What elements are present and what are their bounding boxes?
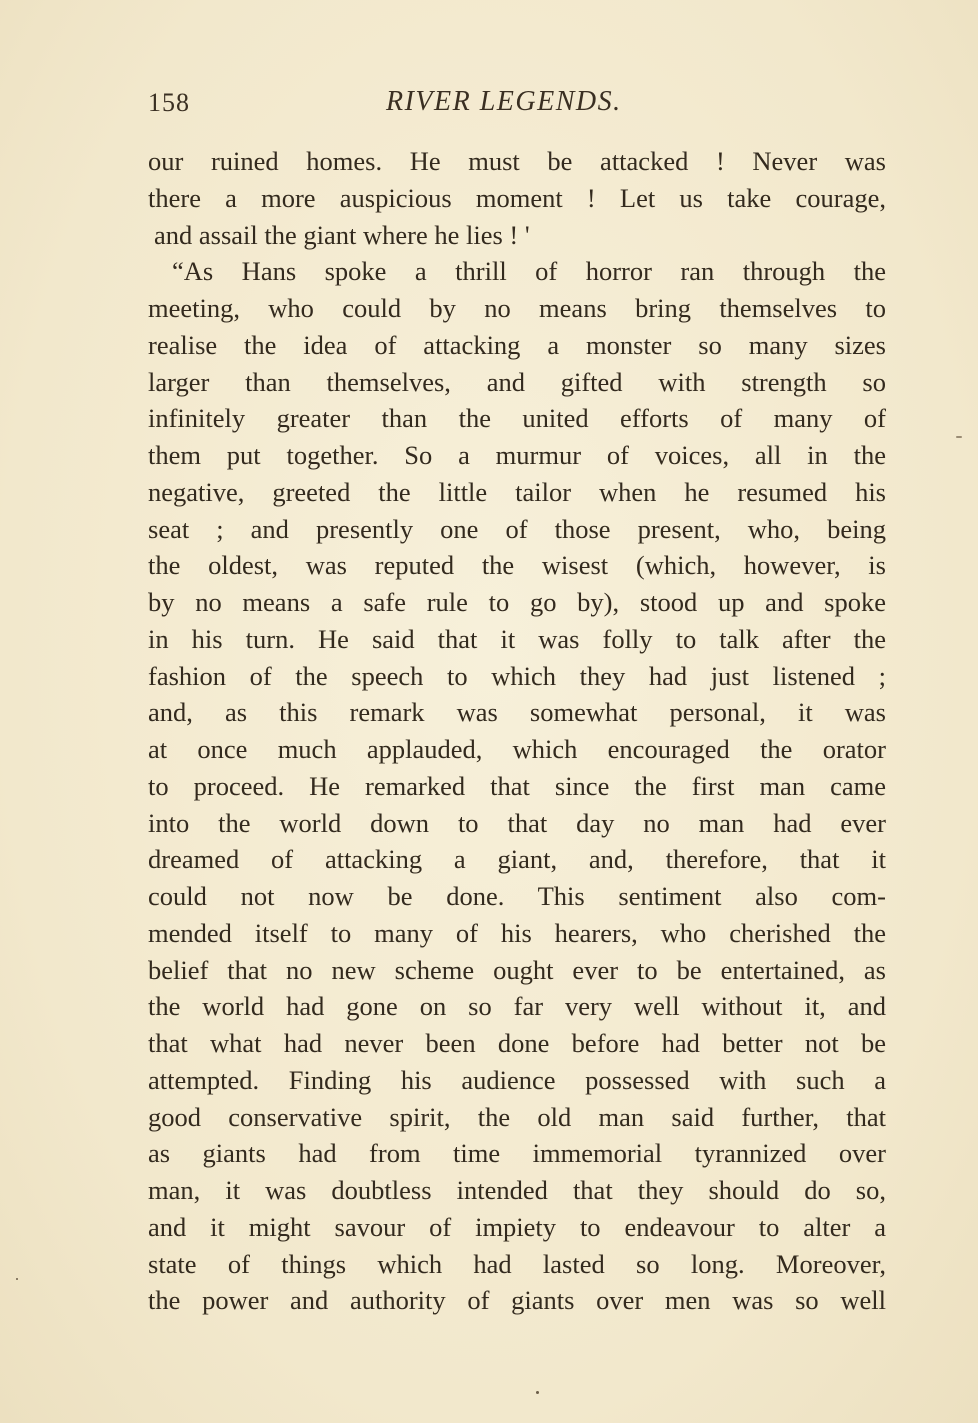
paper-speck bbox=[16, 1278, 18, 1280]
text-line: the world had gone on so far very well without it, and bbox=[148, 991, 886, 1022]
text-line: and it might savour of impiety to endeavour to alter a bbox=[148, 1211, 886, 1242]
text-line: in his turn. He said that it was folly to talk after the bbox=[148, 623, 886, 654]
body-text bbox=[148, 143, 886, 1319]
text-line: our ruined homes. He must be attacked ! Never was bbox=[148, 146, 886, 176]
text-line: infinitely greater than the united efforts of many of bbox=[148, 403, 886, 434]
text-line: larger than themselves, and gifted with strength so bbox=[148, 366, 886, 397]
text-line: the oldest, was reputed the wisest (which, however, is bbox=[148, 550, 886, 581]
text-line: the power and authority of giants over men was so well bbox=[148, 1285, 886, 1316]
paper-speck bbox=[956, 436, 962, 438]
running-title: RIVER LEGENDS. bbox=[386, 86, 622, 117]
text-line: mended itself to many of his hearers, who cherished the bbox=[148, 917, 886, 948]
text-line: attempted. Finding his audience possessed with such a bbox=[148, 1064, 886, 1095]
text-line: good conservative spirit, the old man said further, that bbox=[148, 1101, 886, 1132]
text-line: by no means a safe rule to go by), stood up and spoke bbox=[148, 587, 886, 617]
text-line: seat ; and presently one of those present, who, being bbox=[148, 513, 886, 544]
text-line: into the world down to that day no man had ever bbox=[148, 807, 886, 838]
text-line: dreamed of attacking a giant, and, therefore, that it bbox=[148, 844, 886, 875]
text-line: could not now be done. This sentiment also com- bbox=[148, 881, 886, 911]
paper-speck bbox=[536, 1391, 539, 1394]
text-line: and, as this remark was somewhat personal, it was bbox=[148, 697, 886, 728]
text-line: realise the idea of attacking a monster so many sizes bbox=[148, 329, 886, 360]
text-line: negative, greeted the little tailor when he resumed his bbox=[148, 476, 886, 507]
text-line: meeting, who could by no means bring themselves to bbox=[148, 293, 886, 323]
text-line: at once much applauded, which encouraged the orator bbox=[148, 734, 886, 764]
text-line: to proceed. He remarked that since the first man came bbox=[148, 770, 886, 801]
text-line: man, it was doubtless intended that they should do so, bbox=[148, 1175, 886, 1205]
page-number: 158 bbox=[148, 88, 190, 117]
paragraph-start-line: “As Hans spoke a thrill of horror ran through the bbox=[172, 256, 886, 287]
text-line: state of things which had lasted so long. Moreover, bbox=[148, 1248, 886, 1279]
text-line: them put together. So a murmur of voices, all in the bbox=[148, 440, 886, 470]
running-header bbox=[148, 82, 888, 122]
text-line: as giants had from time immemorial tyrannized over bbox=[148, 1138, 886, 1169]
text-line: that what had never been done before had better not be bbox=[148, 1028, 886, 1058]
text-line: belief that no new scheme ought ever to be entertained, as bbox=[148, 954, 886, 985]
text-line: and assail the giant where he lies ! ' bbox=[154, 219, 530, 250]
text-line: fashion of the speech to which they had just listened ; bbox=[148, 660, 886, 691]
text-line: there a more auspicious moment ! Let us take courage, bbox=[148, 182, 886, 213]
